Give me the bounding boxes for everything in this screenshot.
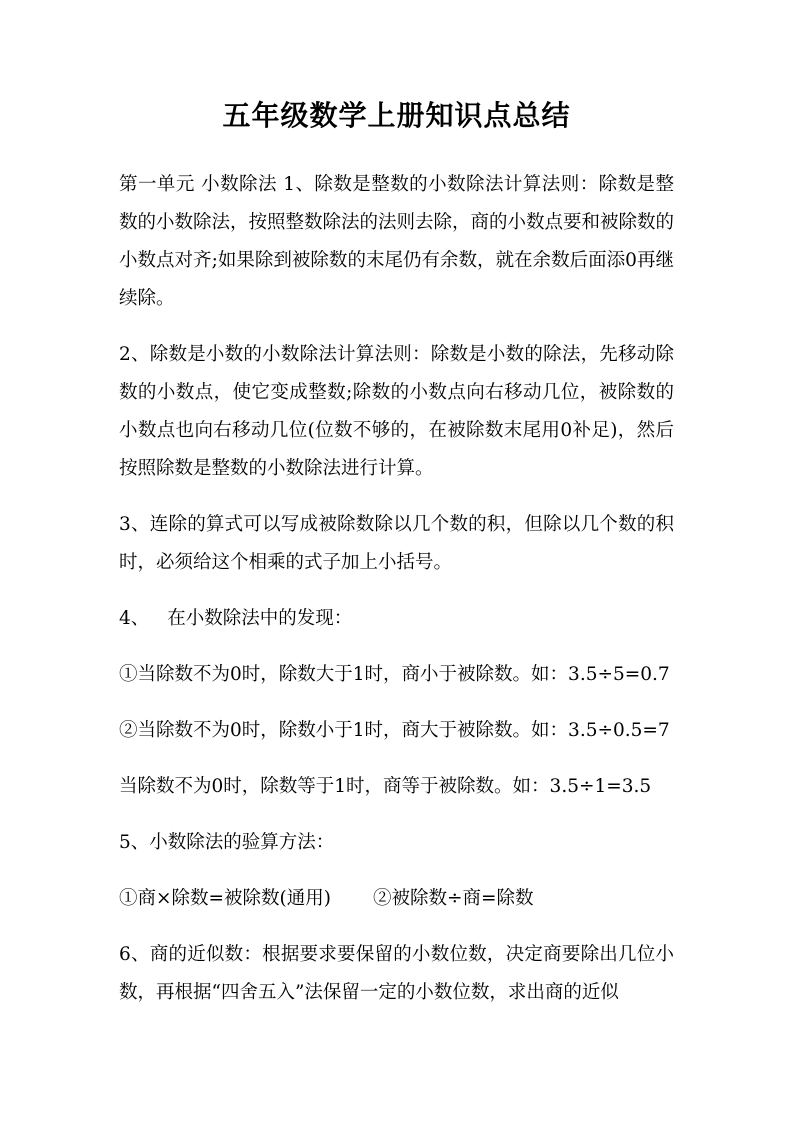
verification-method-alternative: ②被除数÷商=除数 <box>372 888 534 909</box>
document-body <box>119 166 674 1030</box>
page-title: 五年级数学上册知识点总结 <box>222 99 571 132</box>
discovery-text: 在小数除法中的发现： <box>167 608 353 629</box>
discovery-number: 4、 <box>119 608 150 629</box>
paragraph-approximate-quotient: 6、商的近似数：根据要求要保留的小数位数，决定商要除出几位小数，再根据“四舍五入”法保留一定的小数位数，求出商的近似 <box>119 944 674 1003</box>
paragraph-divisor-greater-than-one: ①当除数不为0时，除数大于1时，商小于被除数。如：3.5÷5=0.7 <box>119 664 670 685</box>
paragraph-divisor-equals-one: 当除数不为0时，除数等于1时，商等于被除数。如：3.5÷1=3.5 <box>119 776 652 797</box>
paragraph-consecutive-division: 3、连除的算式可以写成被除数除以几个数的积，但除以几个数的积时，必须给这个相乘的式子加上小括号。 <box>119 514 674 573</box>
paragraph-discovery-heading <box>119 600 674 638</box>
paragraph-verification-methods <box>119 880 674 918</box>
paragraph-unit-one-rule: 第一单元 小数除法 1、除数是整数的小数除法计算法则：除数是整数的小数除法，按照整数除法的法则去除，商的小数点要和被除数的小数点对齐;如果除到被除数的末尾仍有余数，就在余数后面添0再继续除。 <box>119 174 675 309</box>
paragraph-decimal-divisor-rule: 2、除数是小数的小数除法计算法则：除数是小数的除法，先移动除数的小数点，使它变成整数;除数的小数点向右移动几位，被除数的小数点也向右移动几位(位数不够的，在被除数末尾用0补足)，然后按照除数是整数的小数除法进行计算。 <box>119 344 674 479</box>
verification-method-general: ①商×除数=被除数(通用) <box>119 888 331 909</box>
paragraph-divisor-less-than-one: ②当除数不为0时，除数小于1时，商大于被除数。如：3.5÷0.5=7 <box>119 720 670 741</box>
paragraph-verification-heading: 5、小数除法的验算方法： <box>119 832 335 853</box>
